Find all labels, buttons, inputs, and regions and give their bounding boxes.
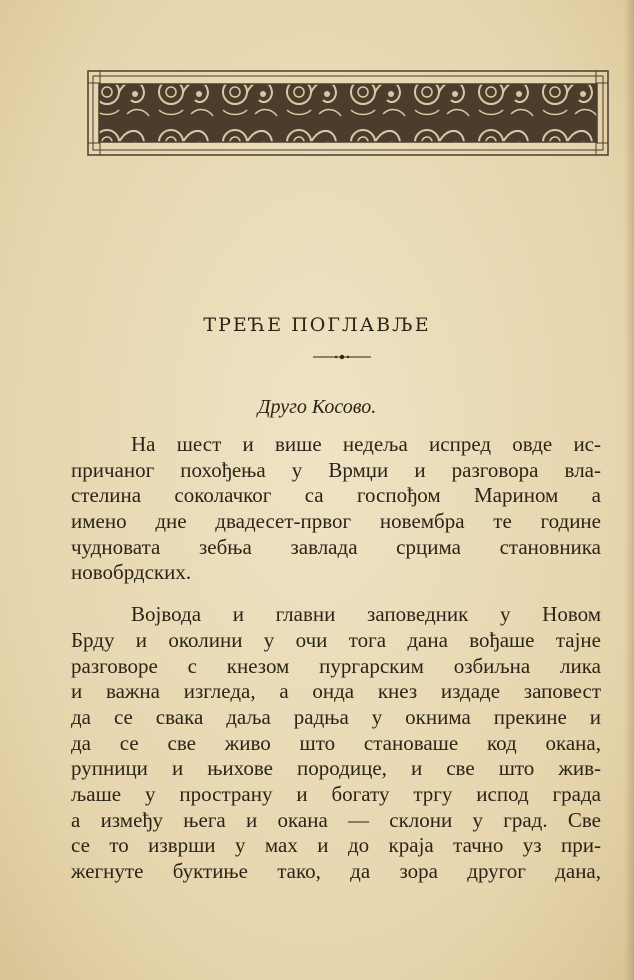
chapter-title: ТРЕЋЕ ПОГЛАВЉЕ [203, 314, 431, 336]
text-line: љаше у пространу и богату тргу испод града [71, 781, 601, 806]
text-line: да се свака даља радња у окнима прекине и [71, 704, 601, 729]
text-line: имено дне двадесет-првог новембра те године [71, 509, 601, 534]
text-line: Војвода и главни заповедник у Новом [131, 602, 601, 627]
text-line: причаног похођења у Врмџи и разговора вла- [71, 457, 601, 482]
decorative-headpiece [87, 70, 609, 156]
text-line: новобрдских. [71, 560, 192, 585]
text-line: а између њега и окана — склони у град. Све [71, 807, 601, 832]
body-text [71, 432, 601, 901]
section-title: Друго Косово. [257, 396, 377, 418]
text-line: стелина соколачког са госпођом Марином а [71, 483, 601, 508]
text-line: рупници и њихове породице, и све што жив- [71, 756, 601, 781]
text-line: Брду и околини у очи тога дана вођаше тајне [71, 627, 601, 652]
text-line: да се све живо што становаше код окана, [71, 730, 601, 755]
text-line: чудновата зебња завлада срцима становника [71, 534, 601, 559]
text-line: жегнуте буктиње тако, да зора другог дана, [71, 859, 601, 883]
paragraph [71, 432, 601, 586]
text-line: На шест и више недеља испред овде ис- [131, 432, 601, 456]
decorative-rule [313, 354, 371, 360]
text-line: се то изврши у мах и до краја тачно уз при- [71, 833, 601, 858]
text-line: разговоре с кнезом пургарским озбиљна лика [71, 653, 601, 678]
text-line: и важна изгледа, а онда кнез издаде заповест [71, 679, 601, 704]
paragraph [71, 602, 601, 885]
